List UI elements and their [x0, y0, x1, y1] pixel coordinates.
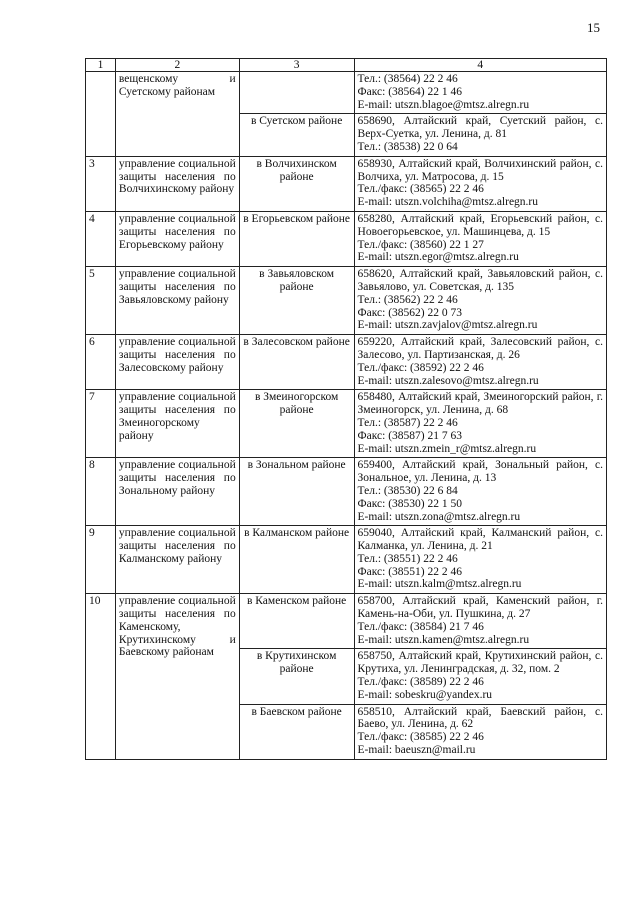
contact-line: Тел./факс: (38589) 22 2 46 — [357, 676, 484, 689]
district-name: в Крутихинском районе — [239, 649, 354, 704]
contact-line: E-mail: utszn.volchiha@mtsz.alregn.ru — [357, 196, 539, 209]
contact-line: 658930, Алтайский край, Волчихинский район, с. Волчиха, ул. Матросова, д. 15 — [357, 157, 603, 183]
column-header: 1 — [86, 59, 116, 72]
table-row — [86, 594, 607, 649]
table-header-row — [86, 59, 607, 72]
column-header: 4 — [354, 59, 606, 72]
contact-details — [354, 649, 606, 704]
contact-line: Факс: (38551) 22 2 46 — [357, 565, 462, 578]
contact-line: Тел./факс: (38592) 22 2 46 — [357, 361, 484, 374]
contact-line: E-mail: baeuszn@mail.ru — [357, 744, 476, 757]
contact-details — [354, 267, 606, 335]
organization-name: управление социальной защиты населения по Волчихинскому району — [115, 156, 239, 211]
table-row — [86, 335, 607, 390]
contact-details — [354, 114, 606, 156]
contact-line: 659400, Алтайский край, Зональный район, с. Зональное, ул. Ленина, д. 13 — [357, 459, 603, 485]
organization-name: вещенскому и Суетскому районам — [115, 72, 239, 157]
contact-line: Тел.: (38551) 22 2 46 — [357, 552, 458, 565]
contact-line: Тел./факс: (38584) 21 7 46 — [357, 620, 484, 633]
contact-line: 658480, Алтайский край, Змеиногорский район, г. Змеиногорск, ул. Ленина, д. 68 — [357, 391, 603, 417]
contact-line: 658280, Алтайский край, Егорьевский район, с. Новоегорьевское, ул. Машинцева, д. 15 — [357, 212, 603, 238]
table-row — [86, 211, 607, 266]
district-name: в Волчихинском районе — [239, 156, 354, 211]
contact-line: Тел.: (38538) 22 0 64 — [357, 140, 458, 153]
contact-line: E-mail: sobeskru@yandex.ru — [357, 688, 493, 701]
organization-name: управление социальной защиты населения по Змеиногорскому району — [115, 390, 239, 458]
contact-line: E-mail: utszn.zavjalov@mtsz.alregn.ru — [357, 319, 538, 332]
contact-line: Тел./факс: (38560) 22 1 27 — [357, 238, 484, 251]
contact-line: Факс: (38530) 22 1 50 — [357, 497, 462, 510]
contact-details — [354, 156, 606, 211]
contact-line: E-mail: utszn.zona@mtsz.alregn.ru — [357, 510, 521, 523]
column-header: 3 — [239, 59, 354, 72]
contact-line: 658750, Алтайский край, Крутихинский район, с. Крутиха, ул. Ленинградская, д. 32, пом. 2 — [357, 650, 603, 676]
contact-line: Факс: (38562) 22 0 73 — [357, 306, 462, 319]
contact-line: E-mail: utszn.zmein_r@mtsz.alregn.ru — [357, 442, 537, 455]
district-name: в Зональном районе — [239, 458, 354, 526]
contact-details — [354, 335, 606, 390]
contact-line: 658700, Алтайский край, Каменский район, г. Камень-на-Оби, ул. Пушкина, д. 27 — [357, 595, 603, 621]
contact-details — [354, 390, 606, 458]
social-protection-offices-table — [85, 58, 607, 760]
contact-line: 659220, Алтайский край, Залесовский район, с. Залесово, ул. Партизанская, д. 26 — [357, 336, 603, 361]
row-number — [86, 72, 116, 157]
district-name — [239, 72, 354, 114]
column-header: 2 — [115, 59, 239, 72]
contact-line: Тел.: (38562) 22 2 46 — [357, 293, 458, 306]
row-number: 6 — [86, 335, 116, 390]
contact-details — [354, 704, 606, 759]
organization-name: управление социальной защиты населения по Егорьевскому району — [115, 211, 239, 266]
table-row — [86, 526, 607, 594]
contact-line: Тел.: (38564) 22 2 46 — [357, 73, 458, 85]
row-number: 5 — [86, 267, 116, 335]
contact-line: 659040, Алтайский край, Калманский район, с. Калманка, ул. Ленина, д. 21 — [357, 527, 603, 553]
district-name: в Залесовском районе — [239, 335, 354, 390]
contact-line: 658620, Алтайский край, Завьяловский район, с. Завьялово, ул. Советская, д. 135 — [357, 268, 603, 293]
district-name: в Калманском районе — [239, 526, 354, 594]
row-number: 10 — [86, 594, 116, 760]
contact-line: E-mail: utszn.egor@mtsz.alregn.ru — [357, 251, 519, 264]
contact-line: Тел.: (38530) 22 6 84 — [357, 484, 458, 497]
organization-name: управление социальной защиты населения по Завьяловскому району — [115, 267, 239, 335]
page-number: 15 — [587, 20, 600, 35]
table-row — [86, 458, 607, 526]
contact-line: Тел.: (38587) 22 2 46 — [357, 416, 458, 429]
contact-line: E-mail: utszn.zalesovo@mtsz.alregn.ru — [357, 374, 539, 387]
table-row — [86, 156, 607, 211]
contact-line: 658690, Алтайский край, Суетский район, с. Верх-Суетка, ул. Ленина, д. 81 — [357, 115, 603, 141]
contact-line: Факс: (38564) 22 1 46 — [357, 85, 462, 98]
table-row — [86, 390, 607, 458]
row-number: 9 — [86, 526, 116, 594]
organization-name: управление социальной защиты населения по Зональному району — [115, 458, 239, 526]
organization-name: управление социальной защиты населения по Залесовскому району — [115, 335, 239, 390]
district-name: в Баевском районе — [239, 704, 354, 759]
district-name: в Суетском районе — [239, 114, 354, 156]
district-name: в Змеиногорском районе — [239, 390, 354, 458]
row-number: 7 — [86, 390, 116, 458]
table-body — [86, 72, 607, 760]
row-number: 8 — [86, 458, 116, 526]
organization-name: управление социальной защиты населения по Каменскому, Крутихинскому и Баевскому районам — [115, 594, 239, 760]
contact-line: E-mail: utszn.kamen@mtsz.alregn.ru — [357, 633, 530, 646]
contact-details — [354, 526, 606, 594]
row-number: 3 — [86, 156, 116, 211]
contact-line: Факс: (38587) 21 7 63 — [357, 429, 462, 442]
contact-details — [354, 211, 606, 266]
contact-details — [354, 72, 606, 114]
district-name: в Завьяловском районе — [239, 267, 354, 335]
district-name: в Каменском районе — [239, 594, 354, 649]
contact-details — [354, 594, 606, 649]
contact-line: E-mail: utszn.blagoe@mtsz.alregn.ru — [357, 98, 530, 111]
contact-line: 658510, Алтайский край, Баевский район, с. Баево, ул. Ленина, д. 62 — [357, 705, 603, 731]
table-row — [86, 72, 607, 114]
contact-line: Тел./факс: (38565) 22 2 46 — [357, 183, 484, 196]
contact-line: E-mail: utszn.kalm@mtsz.alregn.ru — [357, 578, 522, 591]
organization-name: управление социальной защиты населения по Калманскому району — [115, 526, 239, 594]
table-row — [86, 267, 607, 335]
contact-details — [354, 458, 606, 526]
district-name: в Егорьевском районе — [239, 211, 354, 266]
row-number: 4 — [86, 211, 116, 266]
contact-line: Тел./факс: (38585) 22 2 46 — [357, 731, 484, 744]
